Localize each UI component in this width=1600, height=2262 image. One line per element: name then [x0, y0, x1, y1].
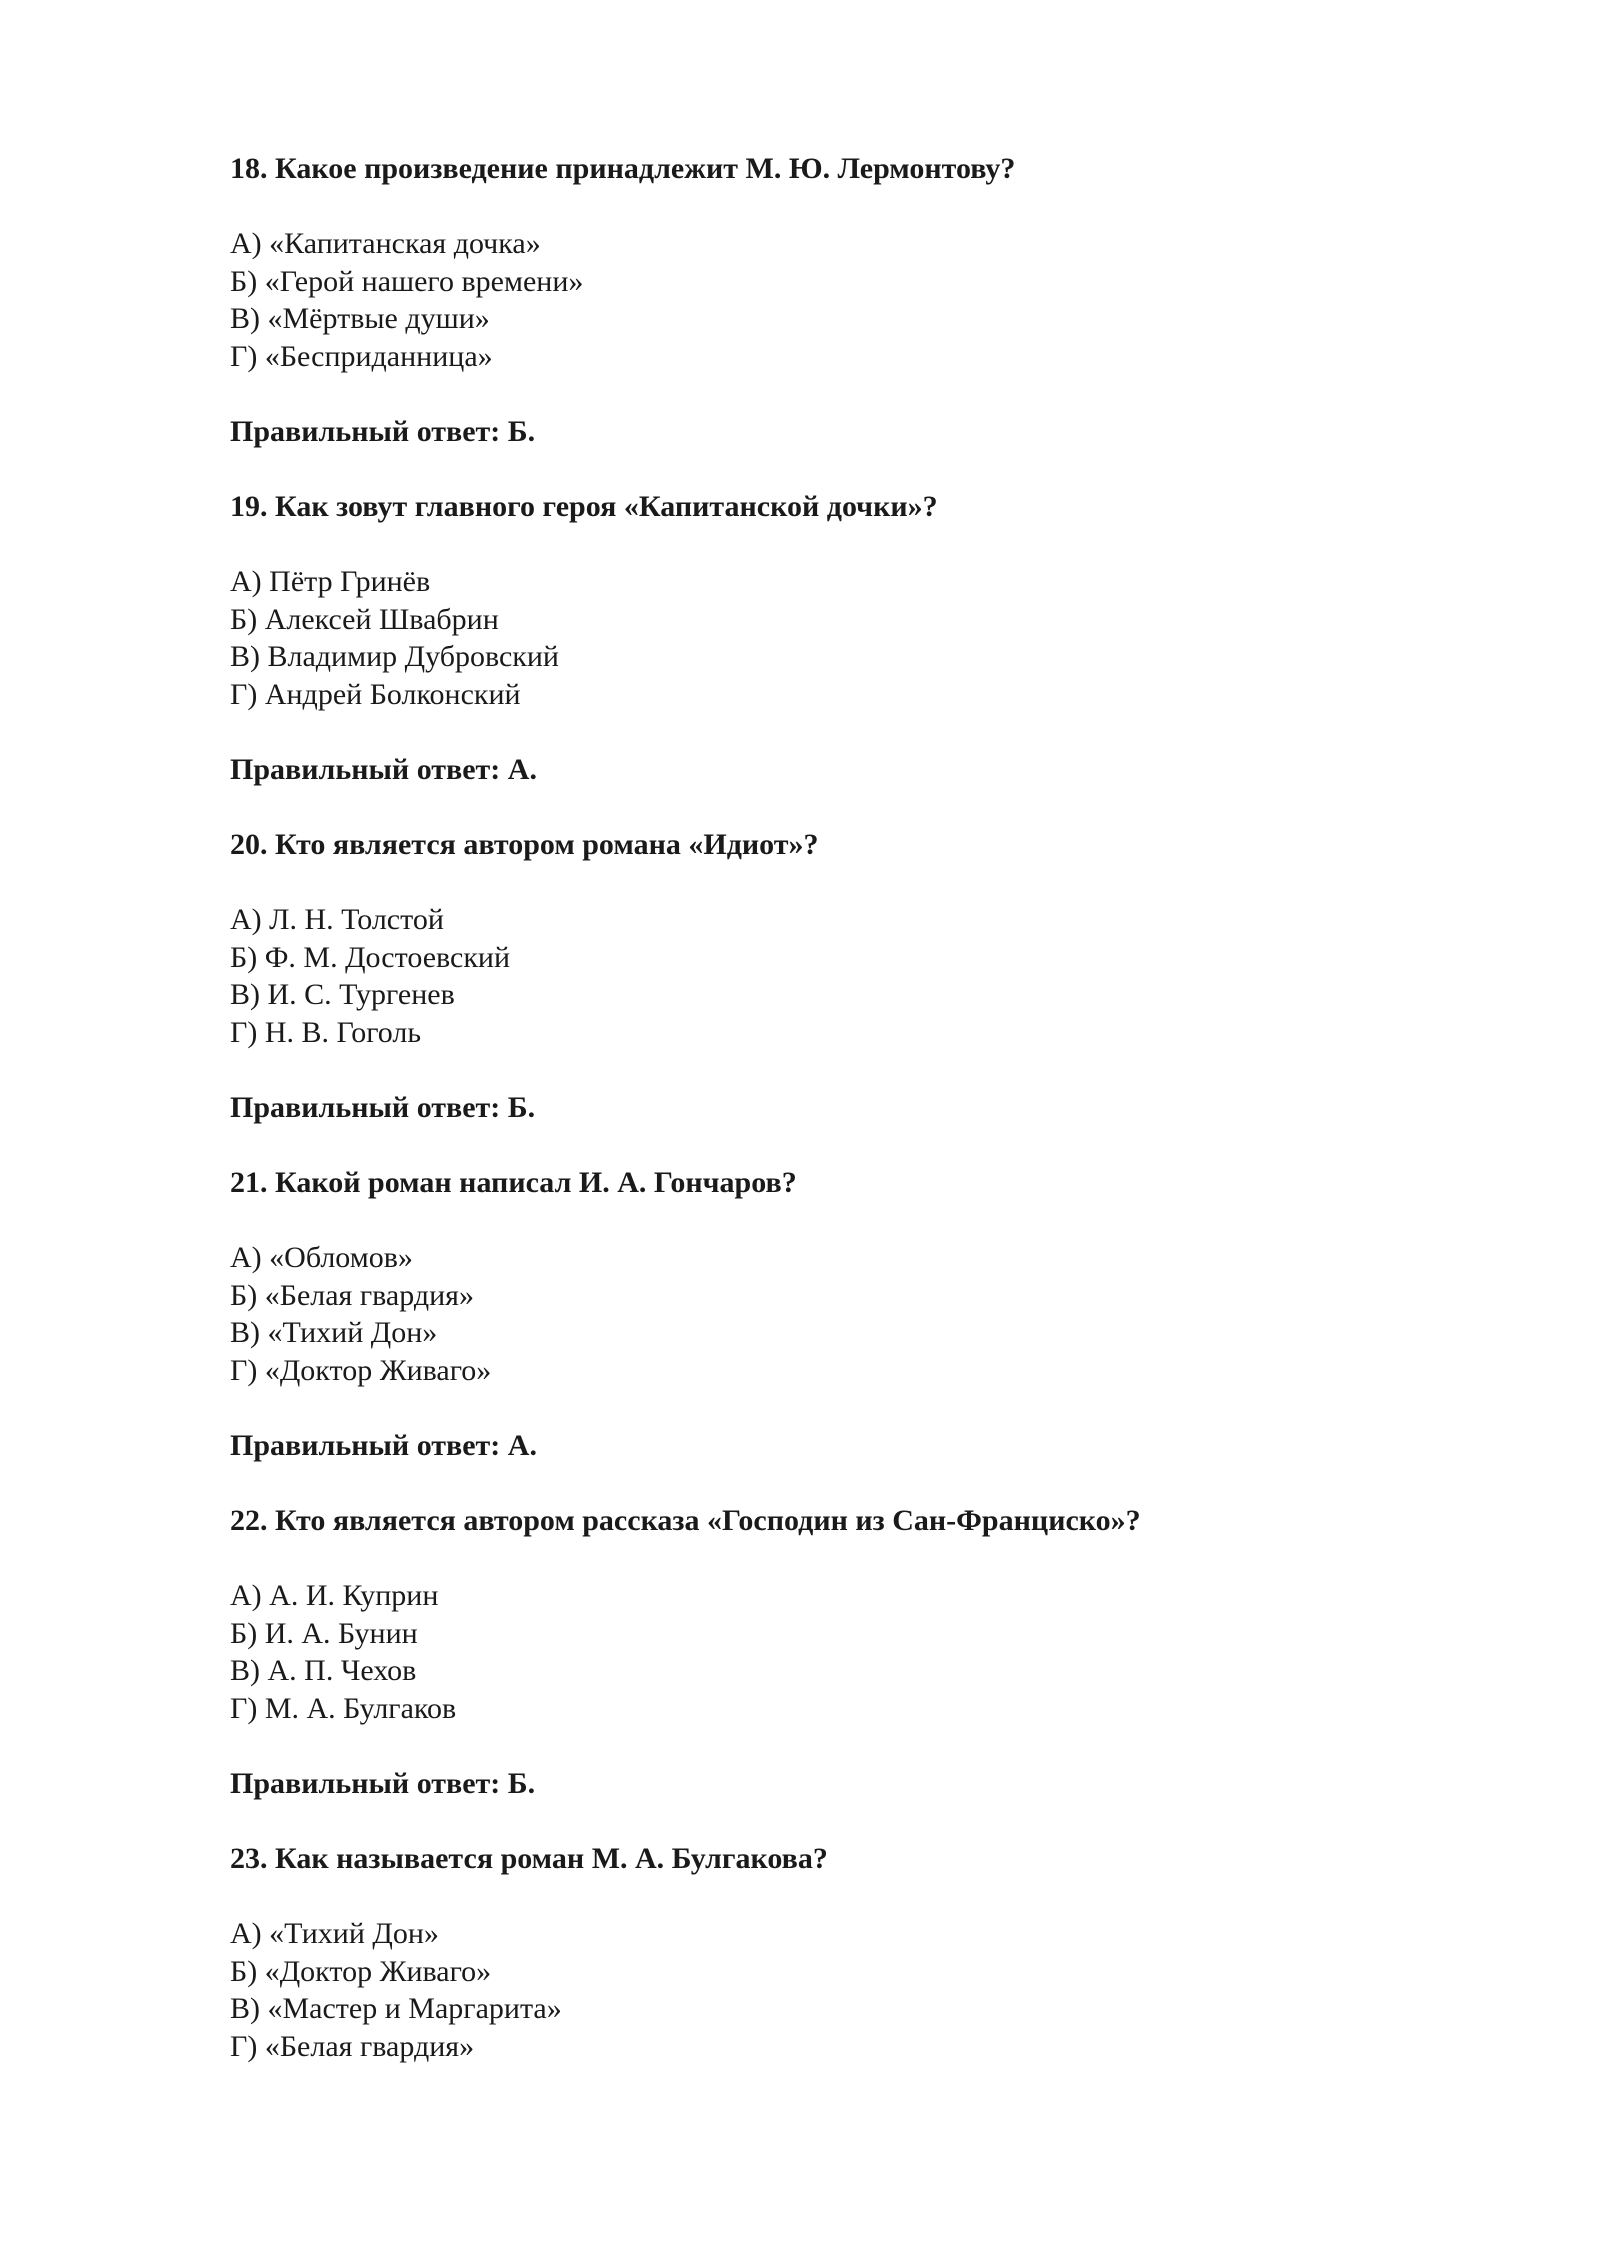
question-20	[230, 826, 1390, 1126]
options-list	[230, 1915, 1390, 2065]
options-list	[230, 1577, 1390, 1727]
option-b: Б) Алексей Швабрин	[230, 602, 499, 636]
correct-answer: Правильный ответ: А.	[230, 1429, 537, 1462]
option-a: А) «Капитанская дочка»	[230, 227, 541, 260]
option-v: В) И. С. Тургенев	[230, 978, 455, 1011]
option-a: А) Пётр Гринёв	[230, 565, 431, 598]
option-b: Б) И. А. Бунин	[230, 1616, 418, 1650]
option-b: Б) Ф. М. Достоевский	[230, 940, 511, 974]
option-g: Г) Андрей Болконский	[230, 677, 521, 711]
options-list	[230, 901, 1390, 1051]
option-v: В) А. П. Чехов	[230, 1654, 417, 1687]
correct-answer: Правильный ответ: Б.	[230, 415, 536, 448]
correct-answer: Правильный ответ: А.	[230, 753, 537, 786]
question-title: 21. Какой роман написал И. А. Гончаров?	[230, 1166, 797, 1199]
question-title: 19. Как зовут главного героя «Капитанской дочки»?	[230, 490, 938, 523]
document-page	[230, 150, 1390, 2103]
option-g: Г) «Доктор Живаго»	[230, 1353, 492, 1387]
option-a: А) «Обломов»	[230, 1241, 413, 1274]
option-g: Г) Н. В. Гоголь	[230, 1015, 422, 1049]
question-21	[230, 1164, 1390, 1464]
question-title: 20. Кто является автором романа «Идиот»?	[230, 828, 819, 861]
option-b: Б) «Доктор Живаго»	[230, 1954, 492, 1988]
options-list	[230, 563, 1390, 713]
question-title: 18. Какое произведение принадлежит М. Ю. Лермонтову?	[230, 152, 1016, 185]
option-g: Г) «Белая гвардия»	[230, 2029, 475, 2063]
question-19	[230, 488, 1390, 788]
question-title: 22. Кто является автором рассказа «Господин из Сан-Франциско»?	[230, 1504, 1141, 1537]
option-g: Г) «Бесприданница»	[230, 339, 493, 373]
option-b: Б) «Герой нашего времени»	[230, 264, 584, 298]
question-18	[230, 150, 1390, 450]
option-a: А) А. И. Куприн	[230, 1579, 439, 1612]
option-b: Б) «Белая гвардия»	[230, 1278, 474, 1312]
option-g: Г) М. А. Булгаков	[230, 1691, 457, 1725]
options-list	[230, 225, 1390, 375]
correct-answer: Правильный ответ: Б.	[230, 1091, 536, 1124]
question-23	[230, 1840, 1390, 2065]
option-a: А) «Тихий Дон»	[230, 1917, 439, 1950]
question-title: 23. Как называется роман М. А. Булгакова?	[230, 1842, 828, 1875]
question-22	[230, 1502, 1390, 1802]
option-v: В) Владимир Дубровский	[230, 640, 559, 673]
option-v: В) «Мёртвые души»	[230, 302, 490, 335]
options-list	[230, 1239, 1390, 1389]
option-a: А) Л. Н. Толстой	[230, 903, 444, 936]
option-v: В) «Мастер и Маргарита»	[230, 1992, 562, 2025]
correct-answer: Правильный ответ: Б.	[230, 1767, 536, 1800]
option-v: В) «Тихий Дон»	[230, 1316, 438, 1349]
